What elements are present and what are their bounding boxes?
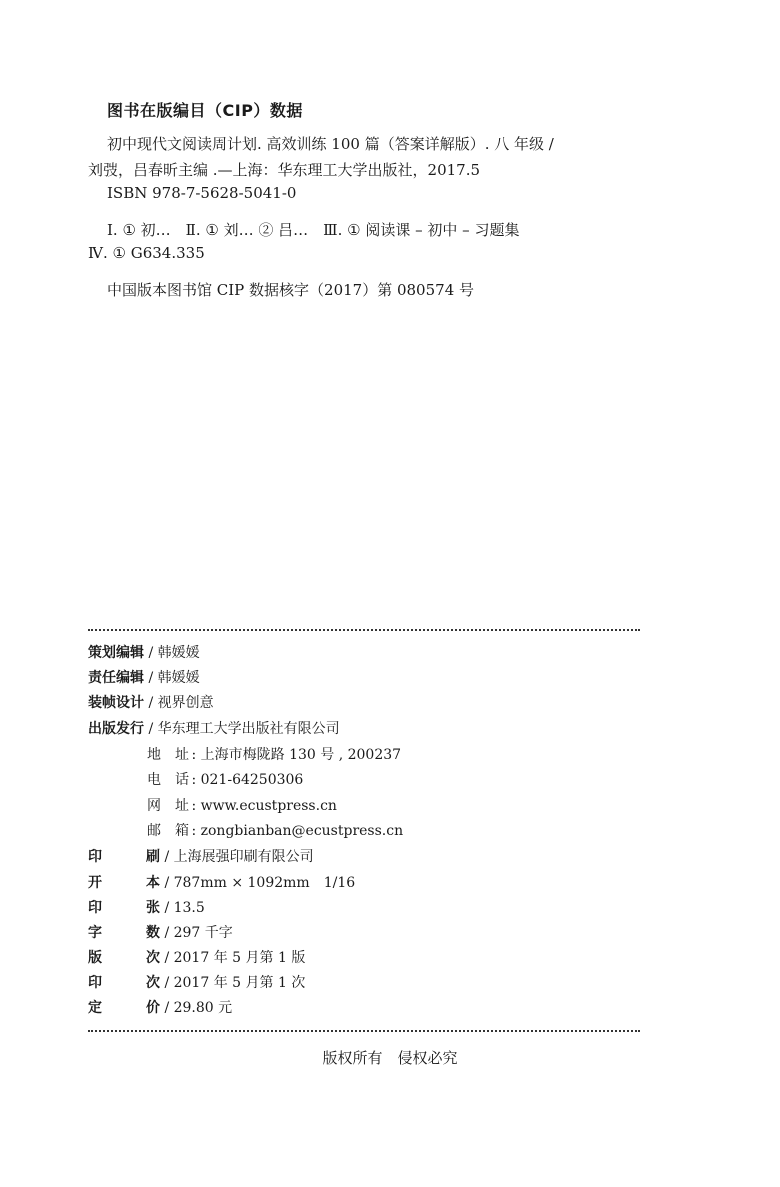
contact-label: 地 址 bbox=[147, 747, 189, 763]
contact-label: 网 址 bbox=[147, 798, 189, 814]
cip-book-line-1: 初中现代文阅读周计划. 高效训练 100 篇（答案详解版）. 八 年级 / bbox=[107, 135, 554, 153]
credit-publisher bbox=[88, 718, 340, 738]
contact-phone bbox=[147, 769, 303, 789]
cip-library-record: 中国版本图书馆 CIP 数据核字（2017）第 080574 号 bbox=[107, 281, 475, 299]
credit-value: / 上海展强印刷有限公司 bbox=[164, 849, 314, 865]
credit-value: / 13.5 bbox=[164, 900, 205, 916]
credit-planning-editor bbox=[88, 642, 200, 662]
credit-responsible-editor bbox=[88, 667, 200, 687]
cip-book-line-2: 刘弢，吕春昕主编 .—上海：华东理工大学出版社，2017.5 bbox=[88, 161, 481, 179]
credit-printer bbox=[88, 846, 314, 866]
credit-value: / 2017 年 5 月第 1 版 bbox=[164, 950, 306, 966]
contact-email bbox=[147, 820, 403, 840]
credit-label-b: 次 bbox=[146, 950, 160, 966]
credit-label-a: 印 bbox=[88, 900, 102, 916]
contact-value: : 上海市梅陇路 130 号 , 200237 bbox=[191, 747, 402, 763]
contact-value: : www.ecustpress.cn bbox=[191, 798, 337, 814]
contact-value: : 021-64250306 bbox=[191, 772, 304, 788]
credit-value: / 297 千字 bbox=[164, 925, 233, 941]
credit-value: / 韩媛媛 bbox=[148, 670, 200, 686]
credit-value: / 视界创意 bbox=[148, 695, 214, 711]
credit-value: / 29.80 元 bbox=[164, 1000, 233, 1016]
credit-label-b: 价 bbox=[146, 1000, 160, 1016]
copyright-notice: 版权所有 侵权必究 bbox=[322, 1049, 458, 1067]
credit-label: 装帧设计 bbox=[88, 695, 144, 711]
cip-isbn: ISBN 978-7-5628-5041-0 bbox=[107, 184, 297, 202]
cip-title: 图书在版编目（CIP）数据 bbox=[107, 101, 303, 120]
cip-classification-line-2: Ⅳ. ① G634.335 bbox=[88, 244, 205, 262]
contact-value: : zongbianban@ecustpress.cn bbox=[191, 823, 404, 839]
credit-value: / 韩媛媛 bbox=[148, 645, 200, 661]
credit-edition bbox=[88, 947, 305, 967]
credit-label-b: 刷 bbox=[146, 849, 160, 865]
credit-label-b: 次 bbox=[146, 975, 160, 991]
credit-label-a: 字 bbox=[88, 925, 102, 941]
contact-website bbox=[147, 795, 337, 815]
credit-label-a: 印 bbox=[88, 975, 102, 991]
credit-word-count bbox=[88, 922, 233, 942]
credit-value: / 华东理工大学出版社有限公司 bbox=[148, 721, 340, 737]
credit-impression bbox=[88, 972, 305, 992]
contact-address bbox=[147, 744, 401, 764]
credit-label-a: 版 bbox=[88, 950, 102, 966]
credit-label: 出版发行 bbox=[88, 721, 144, 737]
credit-label-b: 张 bbox=[146, 900, 160, 916]
contact-label: 邮 箱 bbox=[147, 823, 189, 839]
dotted-divider-bottom bbox=[88, 1030, 640, 1032]
credit-price bbox=[88, 997, 232, 1017]
cip-classification-line-1: Ⅰ. ① 初… Ⅱ. ① 刘… ② 吕… Ⅲ. ① 阅读课 – 初中 – 习题集 bbox=[107, 221, 520, 239]
credit-value: / 787mm × 1092mm 1/16 bbox=[164, 875, 356, 891]
credit-label-b: 数 bbox=[146, 925, 160, 941]
dotted-divider-top bbox=[88, 629, 640, 631]
credit-sheets bbox=[88, 897, 205, 917]
contact-label: 电 话 bbox=[147, 772, 189, 788]
credit-label-a: 定 bbox=[88, 1000, 102, 1016]
credit-label: 策划编辑 bbox=[88, 645, 144, 661]
credit-label-b: 本 bbox=[146, 875, 160, 891]
credit-value: / 2017 年 5 月第 1 次 bbox=[164, 975, 306, 991]
credit-label: 责任编辑 bbox=[88, 670, 144, 686]
credit-design bbox=[88, 692, 214, 712]
credit-label-a: 印 bbox=[88, 849, 102, 865]
credit-format bbox=[88, 872, 355, 892]
credit-label-a: 开 bbox=[88, 875, 102, 891]
